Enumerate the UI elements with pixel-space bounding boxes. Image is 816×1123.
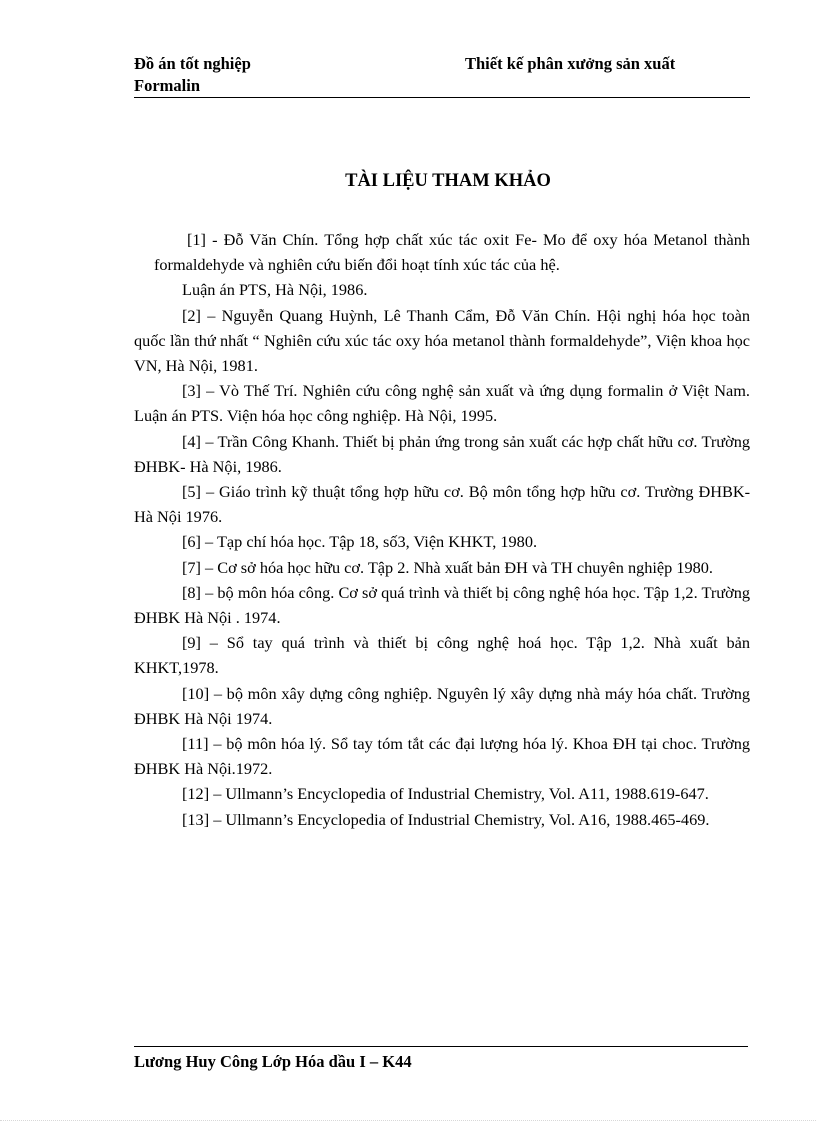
header-section-title: Thiết kế phân xưởng sản xuất xyxy=(465,54,676,73)
page-edge xyxy=(0,1120,816,1121)
reference-item: [9] – Sổ tay quá trình và thiết bị công nghệ hoá học. Tập 1,2. Nhà xuất bản KHKT,1978. xyxy=(134,633,750,678)
reference-item: [1] - Đỗ Văn Chín. Tổng hợp chất xúc tác oxit Fe- Mo để oxy hóa Metanol thành formaldehyde và nghiên cứu biến đổi hoạt tính xúc tác của hệ. xyxy=(154,230,750,275)
reference-item: [4] – Trần Công Khanh. Thiết bị phản ứng trong sản xuất các hợp chất hữu cơ. Trường ĐHBK- Hà Nội, 1986. xyxy=(134,431,750,476)
reference-item: [11] – bộ môn hóa lý. Sổ tay tóm tắt các đại lượng hóa lý. Khoa ĐH tại choc. Trường ĐHBK Hà Nội.1972. xyxy=(134,734,750,779)
header-thesis-label: Đồ án tốt nghiệp xyxy=(134,54,251,73)
reference-item: [2] – Nguyễn Quang Huỳnh, Lê Thanh Cẩm, Đỗ Văn Chín. Hội nghị hóa học toàn quốc lần thứ nhất “ Nghiên cứu xúc tác oxy hóa metanol thành formaldehyde”, Viện khoa học VN, Hà Nội, 1981. xyxy=(134,305,750,376)
reference-item: [7] – Cơ sở hóa học hữu cơ. Tập 2. Nhà xuất bản ĐH và TH chuyên nghiệp 1980. xyxy=(182,557,713,577)
reference-item: [8] – bộ môn hóa công. Cơ sở quá trình và thiết bị công nghệ hóa học. Tập 1,2. Trường ĐHBK Hà Nội . 1974. xyxy=(134,582,750,628)
reference-item: [12] – Ullmann’s Encyclopedia of Industrial Chemistry, Vol. A11, 1988.619-647. xyxy=(182,784,709,804)
reference-item: [13] – Ullmann’s Encyclopedia of Industrial Chemistry, Vol. A16, 1988.465-469. xyxy=(182,809,710,829)
reference-item: [10] – bộ môn xây dựng công nghiệp. Nguyên lý xây dựng nhà máy hóa chất. Trường ĐHBK Hà Nội 1974. xyxy=(134,683,750,728)
reference-continuation: Luận án PTS, Hà Nội, 1986. xyxy=(182,280,368,300)
reference-list xyxy=(134,227,750,832)
reference-item: [5] – Giáo trình kỹ thuật tổng hợp hữu cơ. Bộ môn tổng hợp hữu cơ. Trường ĐHBK- Hà Nội 1976. xyxy=(134,482,750,527)
header-divider xyxy=(134,97,750,98)
header-subject: Formalin xyxy=(134,76,200,95)
page-title: TÀI LIỆU THAM KHẢO xyxy=(345,171,551,191)
footer-divider xyxy=(134,1046,748,1047)
reference-item: [6] – Tạp chí hóa học. Tập 18, số3, Viện KHKT, 1980. xyxy=(182,532,538,552)
reference-item: [3] – Vò Thế Trí. Nghiên cứu công nghệ sản xuất và ứng dụng formalin ở Việt Nam. Luận án PTS. Viện hóa học công nghiệp. Hà Nội, 1995. xyxy=(134,381,750,426)
footer-author: Lương Huy Công Lớp Hóa dầu I – K44 xyxy=(134,1052,412,1071)
